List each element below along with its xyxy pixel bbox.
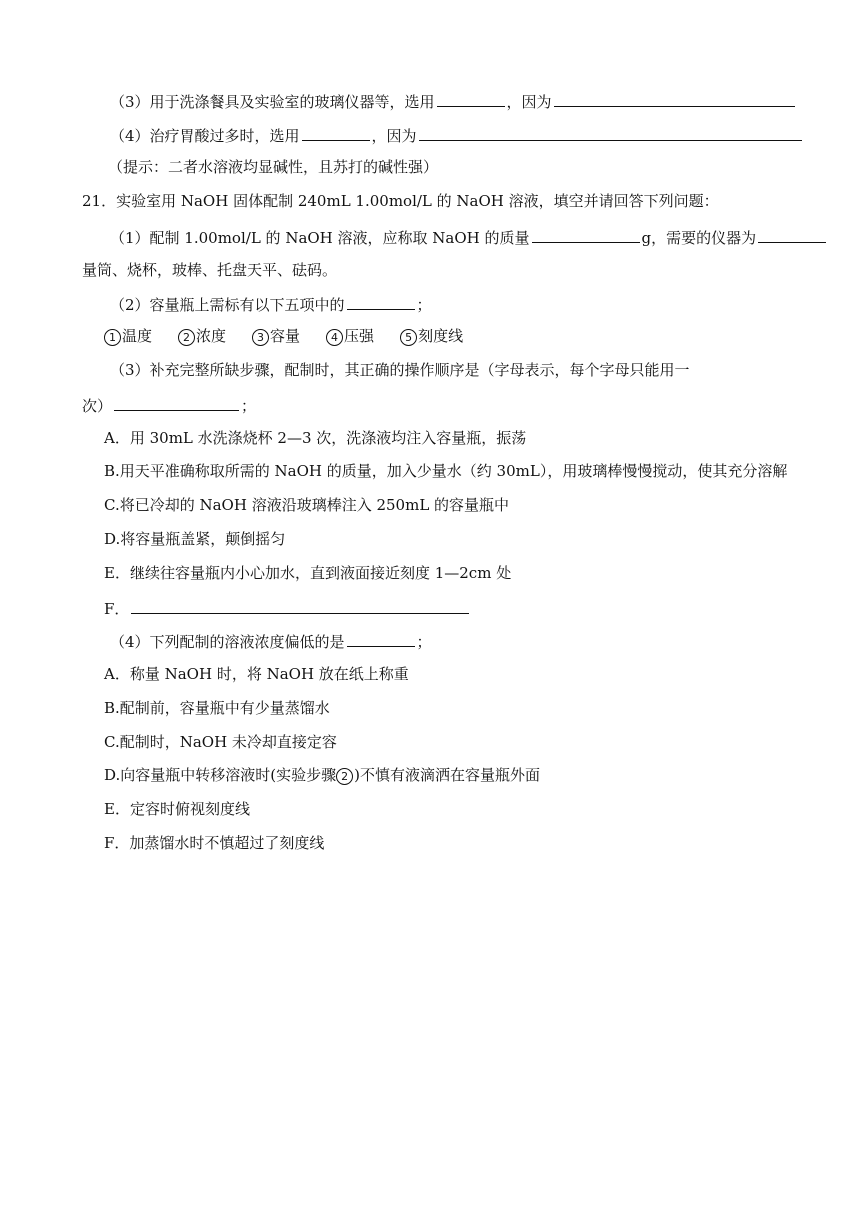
q21-part3: （3）补充完整所缺步骤，配制时，其正确的操作顺序是（字母表示，每个字母只能用一	[110, 361, 690, 379]
step-d: D.将容量瓶盖紧，颠倒摇匀	[104, 530, 286, 548]
answer-blank[interactable]	[419, 124, 802, 141]
option-capacity	[252, 326, 300, 346]
q20-part3	[110, 90, 797, 110]
q20-hint: （提示：二者水溶液均显碱性，且苏打的碱性强）	[108, 158, 439, 176]
option-label: 压强	[344, 327, 375, 345]
choice-b: B.配制前，容量瓶中有少量蒸馏水	[104, 699, 330, 717]
answer-blank[interactable]	[131, 597, 469, 614]
answer-blank[interactable]	[554, 90, 795, 107]
answer-blank[interactable]	[302, 124, 370, 141]
circled-number: 1	[104, 329, 121, 346]
option-label: 浓度	[196, 327, 227, 345]
choice-d-text-end: )不慎有液滴洒在容量瓶外面	[354, 766, 540, 784]
q21-part3-text: 次）	[82, 397, 113, 415]
circled-number: 2	[178, 329, 195, 346]
q21-part1	[110, 226, 828, 246]
q21-part1-continued: 量筒、烧杯，玻棒、托盘天平、砝码。	[82, 261, 338, 279]
option-label: 刻度线	[418, 327, 464, 345]
q20-part3-text: （3）用于洗涤餐具及实验室的玻璃仪器等，选用	[110, 93, 435, 111]
answer-blank[interactable]	[347, 630, 415, 647]
option-pressure	[326, 326, 374, 346]
step-a: A．用 30mL 水洗涤烧杯 2—3 次，洗涤液均注入容量瓶，振荡	[104, 429, 527, 447]
choice-a: A．称量 NaOH 时，将 NaOH 放在纸上称重	[104, 665, 409, 683]
option-concentration	[178, 326, 226, 346]
choice-d-text: D.向容量瓶中转移溶液时(实验步骤	[104, 766, 337, 784]
option-graduation-mark	[400, 326, 463, 346]
circled-number: 4	[326, 329, 343, 346]
step-c: C.将已冷却的 NaOH 溶液沿玻璃棒注入 250mL 的容量瓶中	[104, 496, 510, 514]
q20-part4-because: ，因为	[371, 127, 417, 145]
step-e: E．继续往容量瓶内小心加水，直到液面接近刻度 1—2cm 处	[104, 564, 512, 582]
q21-part2	[110, 293, 432, 313]
step-b: B.用天平准确称取所需的 NaOH 的质量，加入少量水（约 30mL），用玻璃棒慢慢搅动，使其充分溶解	[104, 462, 788, 480]
circled-number: 2	[336, 768, 353, 785]
q21-part2-options	[104, 326, 489, 346]
q21-part3-continued	[82, 394, 256, 414]
q21-part1-text: （1）配制 1.00mol/L 的 NaOH 溶液，应称取 NaOH 的质量	[110, 229, 530, 247]
choice-d	[104, 765, 540, 785]
q20-part4	[110, 124, 804, 144]
answer-blank[interactable]	[114, 394, 239, 411]
choice-e: E．定容时俯视刻度线	[104, 800, 250, 818]
step-f-label: F．	[104, 600, 130, 618]
q21-stem: 21．实验室用 NaOH 固体配制 240mL 1.00mol/L 的 NaOH 溶液，填空并请回答下列问题：	[82, 192, 719, 210]
answer-blank[interactable]	[758, 226, 826, 243]
q21-part4	[110, 630, 432, 650]
q21-part4-end: ；	[416, 633, 432, 651]
q20-part4-text: （4）治疗胃酸过多时，选用	[110, 127, 300, 145]
q21-part3-end: ；	[241, 397, 257, 415]
option-temperature	[104, 326, 152, 346]
option-label: 容量	[270, 327, 301, 345]
q21-part2-end: ；	[416, 296, 432, 314]
q20-part3-because: ，因为	[506, 93, 552, 111]
circled-number: 5	[400, 329, 417, 346]
circled-number: 3	[252, 329, 269, 346]
option-label: 温度	[122, 327, 153, 345]
answer-blank[interactable]	[437, 90, 505, 107]
q21-part4-text: （4）下列配制的溶液浓度偏低的是	[110, 633, 345, 651]
q21-part2-text: （2）容量瓶上需标有以下五项中的	[110, 296, 345, 314]
q21-part1-unit: g，需要的仪器为	[641, 229, 757, 247]
step-f	[104, 597, 471, 617]
choice-c: C.配制时，NaOH 未冷却直接定容	[104, 733, 337, 751]
answer-blank[interactable]	[347, 293, 415, 310]
answer-blank[interactable]	[532, 226, 640, 243]
choice-f: F．加蒸馏水时不慎超过了刻度线	[104, 834, 325, 852]
